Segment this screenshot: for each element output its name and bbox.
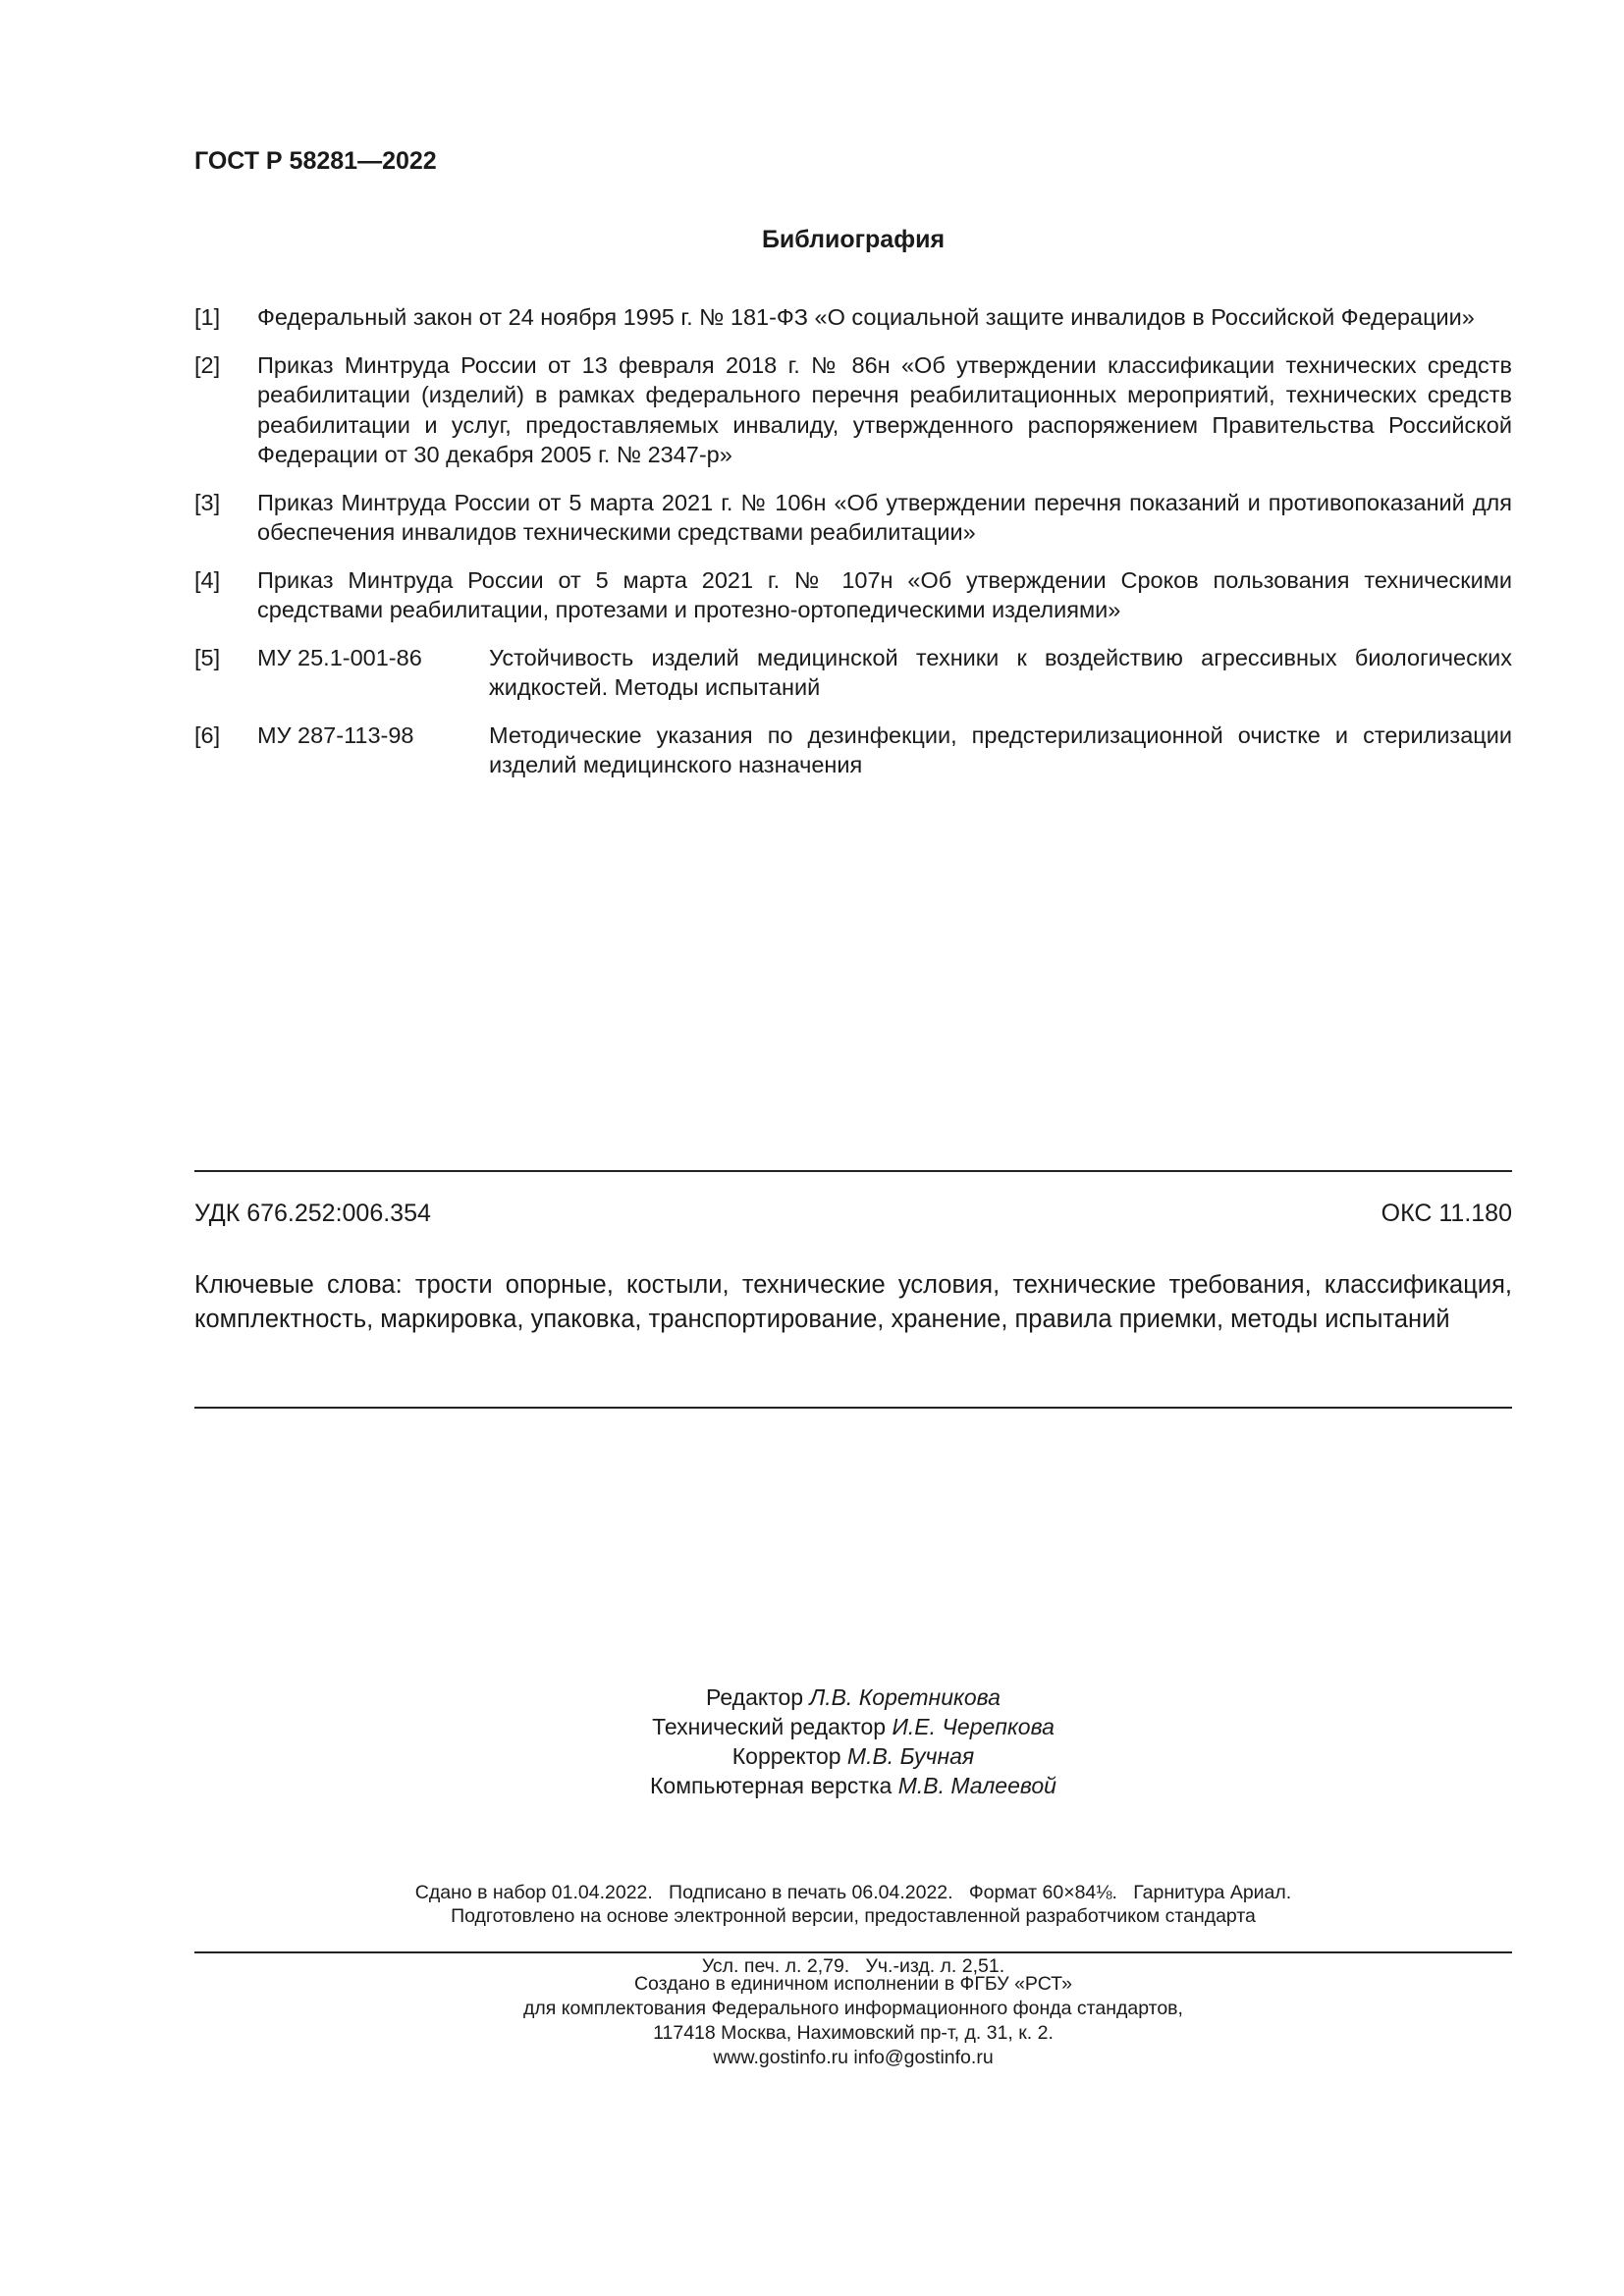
entry-code: МУ 25.1-001-86 xyxy=(257,644,422,670)
bibliography-list xyxy=(194,302,1512,798)
section-title: Библиография xyxy=(761,226,946,253)
prepared-note: Подготовлено на основе электронной версии, предоставленной разработчиком стандарта xyxy=(451,1905,1256,1927)
editor-line xyxy=(194,1741,1512,1771)
print-info-line: Усл. печ. л. 2,79. Уч.-изд. л. 2,51. xyxy=(701,1955,1005,1977)
entry-number: [2] xyxy=(194,351,221,378)
oks-code: ОКС 11.180 xyxy=(1380,1200,1512,1227)
divider xyxy=(194,1951,1512,1953)
editors-block xyxy=(194,1682,1512,1800)
bibliography-entry xyxy=(194,302,1512,333)
bibliography-entry xyxy=(194,565,1512,625)
document-code: ГОСТ Р 58281—2022 xyxy=(194,147,437,175)
entry-text: Устойчивость изделий медицинской техники к воздействию агрессивных биологических жидкостей. Методы испытаний xyxy=(489,644,1512,700)
editor-role: Технический редактор xyxy=(652,1714,887,1739)
footer-line: для комплектования Федерального информационного фонда стандартов, xyxy=(523,1998,1183,2019)
divider xyxy=(194,1407,1512,1409)
editor-line xyxy=(194,1682,1512,1712)
divider xyxy=(194,1170,1512,1172)
bibliography-entry xyxy=(194,643,1512,703)
editor-role: Редактор xyxy=(706,1684,804,1710)
editor-name: И.Е. Черепкова xyxy=(892,1714,1055,1739)
bibliography-entry xyxy=(194,488,1512,548)
editor-name: М.В. Малеевой xyxy=(897,1773,1056,1798)
editor-line xyxy=(194,1712,1512,1741)
editor-name: Л.В. Коретникова xyxy=(809,1684,1001,1710)
bibliography-entry xyxy=(194,350,1512,470)
entry-number: [3] xyxy=(194,489,221,515)
udc-code: УДК 676.252:006.354 xyxy=(194,1200,431,1227)
keywords: Ключевые слова: трости опорные, костыли, технические условия, технические требования, классификация, комплектность, маркировка, упаковка, транспортирование, хранение, правила приемки, методы испытаний xyxy=(194,1271,1512,1333)
entry-text: Приказ Минтруда России от 5 марта 2021 г. № 106н «Об утверждении перечня показаний и противопоказаний для обеспечения инвалидов техническими средствами реабилитации» xyxy=(257,489,1512,545)
entry-number: [1] xyxy=(194,304,221,330)
entry-code: МУ 287-113-98 xyxy=(257,721,414,748)
editor-line xyxy=(194,1771,1512,1800)
entry-number: [4] xyxy=(194,566,221,593)
entry-text: Федеральный закон от 24 ноября 1995 г. № 181-ФЗ «О социальной защите инвалидов в Российской Федерации» xyxy=(257,304,1475,330)
footer-line: www.gostinfo.ru info@gostinfo.ru xyxy=(713,2047,994,2068)
editor-role: Компьютерная верстка xyxy=(650,1773,893,1798)
entry-text: Приказ Минтруда России от 13 февраля 2018 г. № 86н «Об утверждении классификации технических средств реабилитации (изделий) в рамках федерального перечня реабилитационных мероприятий, технических средств реабилитации и услуг, предоставляемых инвалиду, утвержденного распоряжением Правительства Российской Федерации от 30 декабря 2005 г. № 2347-р» xyxy=(257,351,1512,467)
entry-number: [6] xyxy=(194,721,221,748)
bibliography-entry xyxy=(194,721,1512,780)
editor-name: М.В. Бучная xyxy=(846,1743,975,1769)
editor-role: Корректор xyxy=(731,1743,841,1769)
entry-text: Методические указания по дезинфекции, предстерилизационной очистке и стерилизации изделий медицинского назначения xyxy=(489,721,1512,777)
footer-line: 117418 Москва, Нахимовский пр-т, д. 31, к. 2. xyxy=(653,2022,1054,2044)
entry-text: Приказ Минтруда России от 5 марта 2021 г. № 107н «Об утверждении Сроков пользования техническими средствами реабилитации, протезами и протезно-ортопедическими изделиями» xyxy=(257,566,1512,622)
print-info-line: Сдано в набор 01.04.2022. Подписано в печать 06.04.2022. Формат 60×84⅛. Гарнитура Ариал. xyxy=(414,1882,1292,1903)
publisher-footer xyxy=(194,1972,1512,2070)
footer-line: Создано в единичном исполнении в ФГБУ «РСТ» xyxy=(633,1973,1073,1995)
entry-number: [5] xyxy=(194,644,221,670)
